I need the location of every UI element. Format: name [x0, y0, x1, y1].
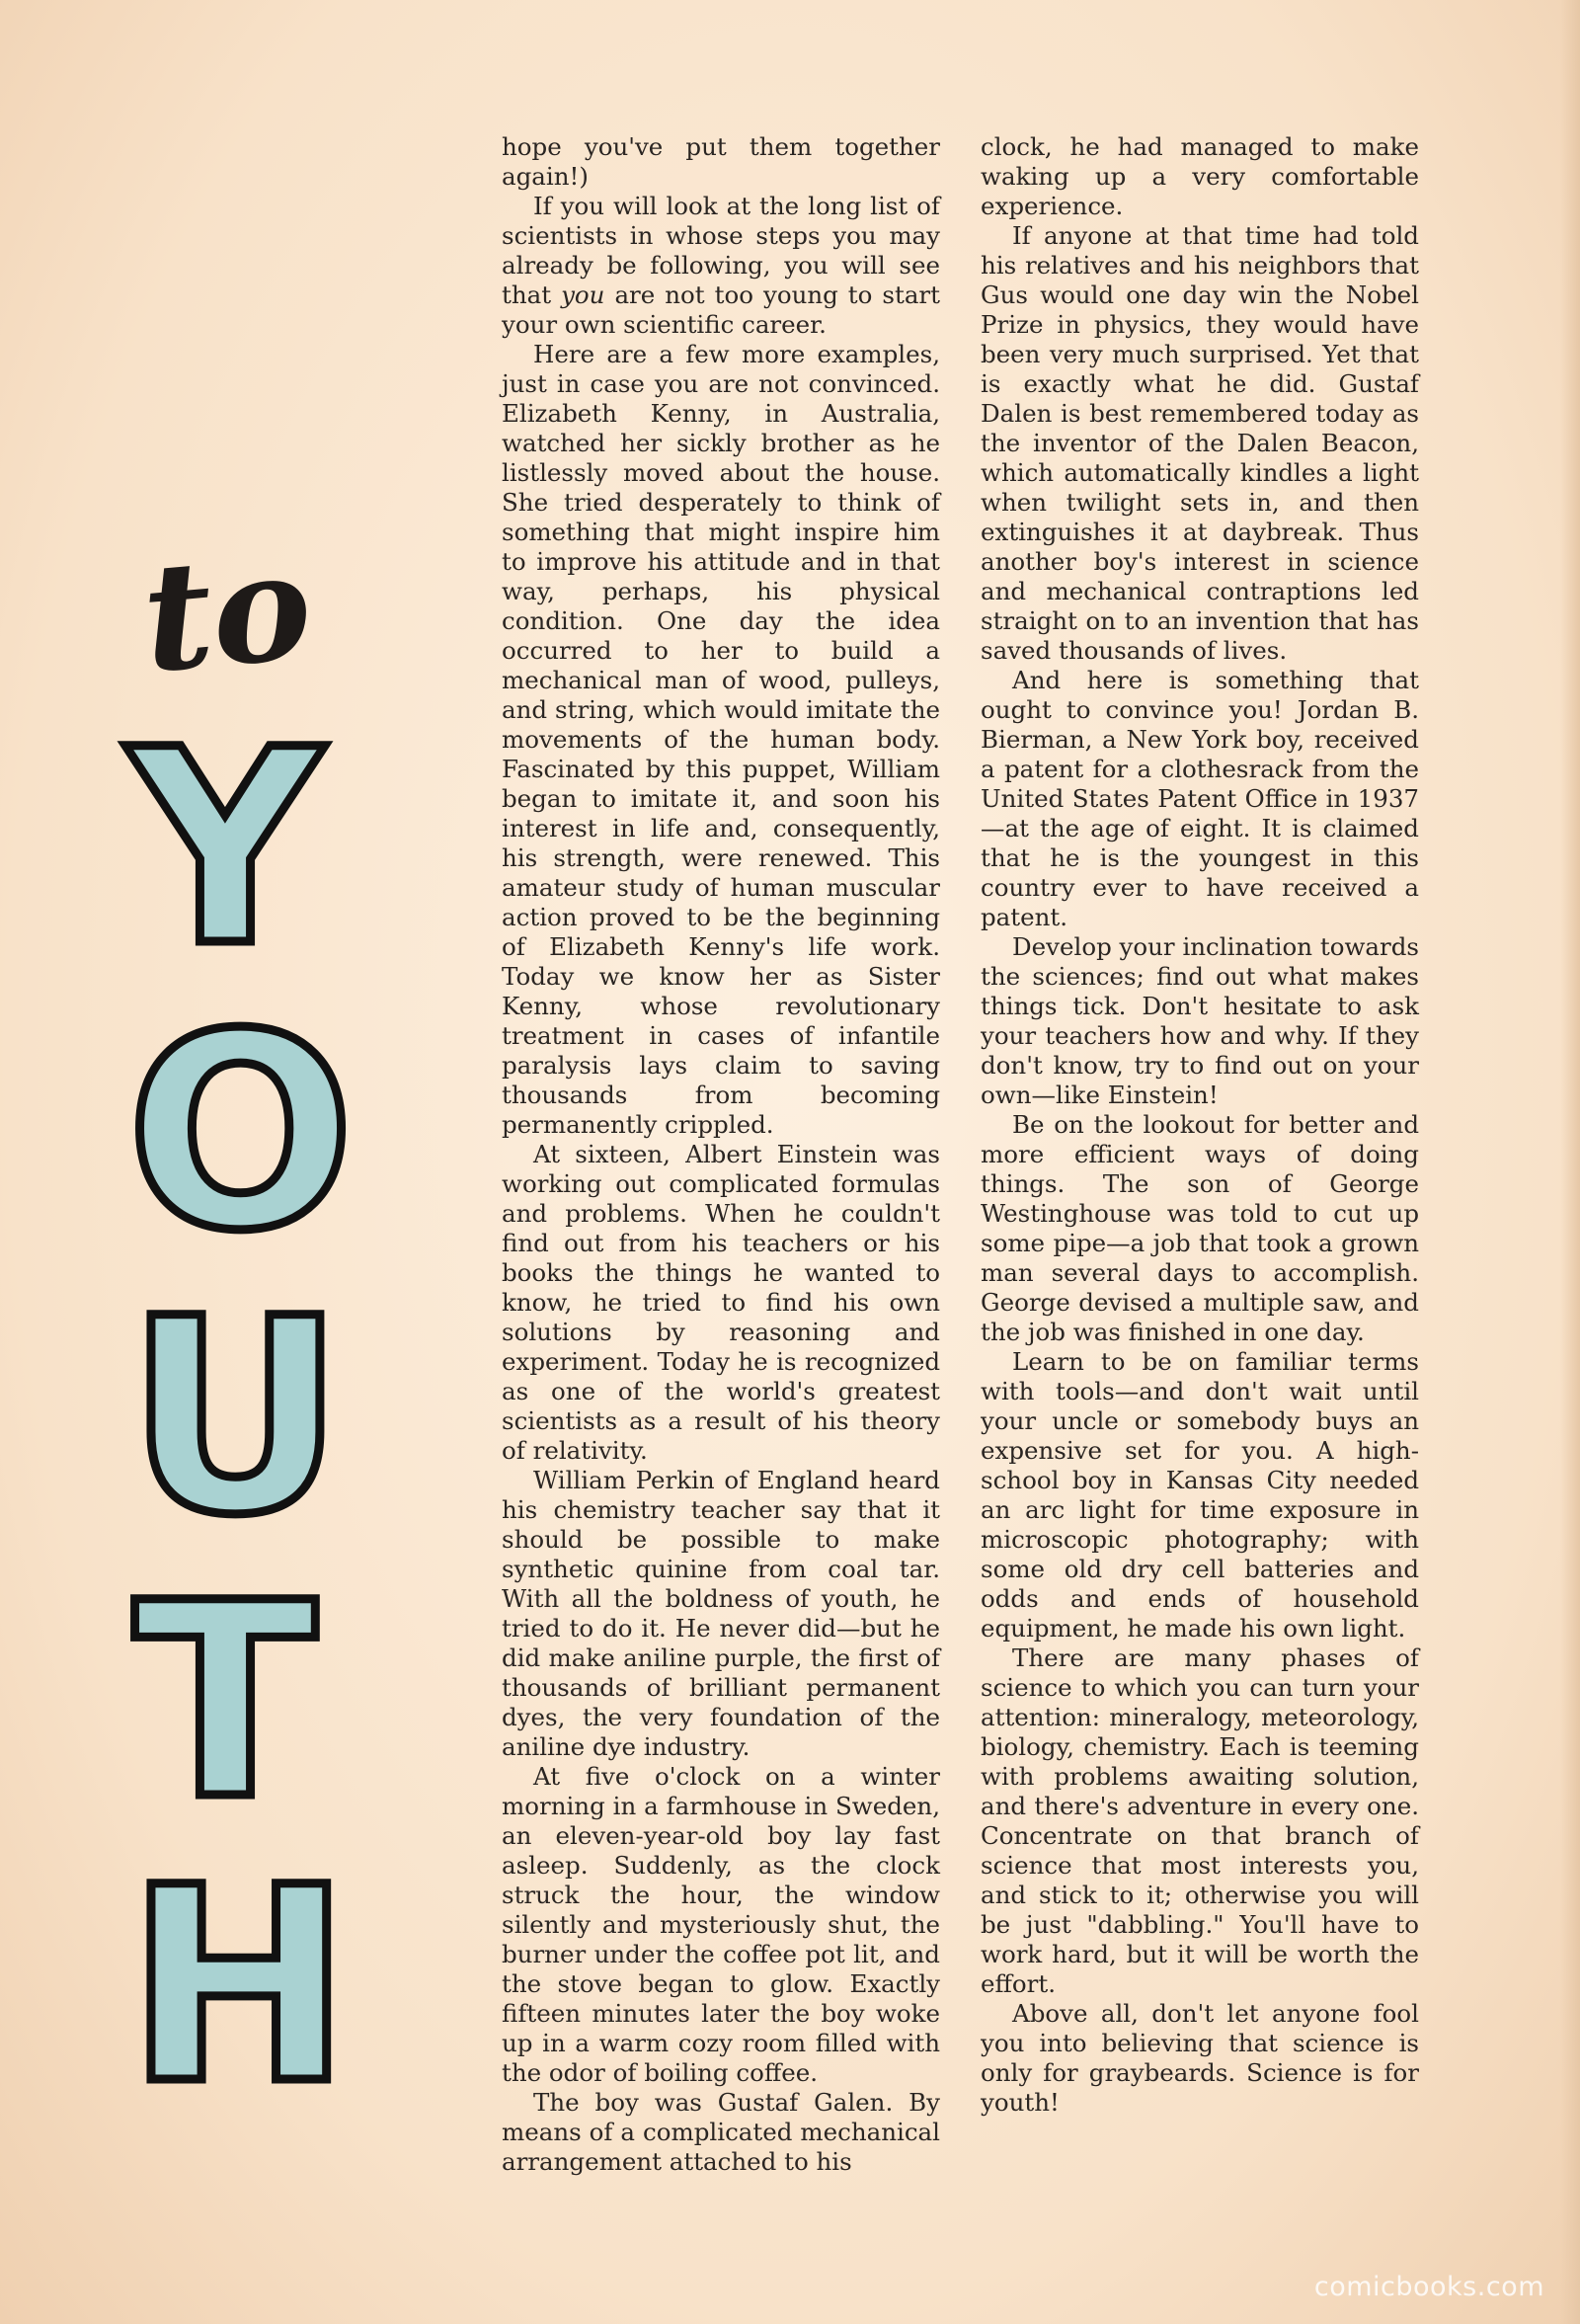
paragraph: clock, he had managed to make waking up a very comfortable experience.	[981, 132, 1419, 220]
paragraph: William Perkin of England heard his chemistry teacher say that it should be possible to make synthetic quinine from coal tar. With all the boldness of youth, he tried to do it. He never did—but he did make aniline purple, the first of thousands of brilliant permanent dyes, the very foundation of the aniline dye industry.	[502, 1466, 940, 1761]
paragraph-text: are not too young to start your own scientific career.	[502, 280, 940, 339]
paragraph: If anyone at that time had told his relatives and his neighbors that Gus would one day win the Nobel Prize in physics, they would have been very much surprised. Yet that is exactly what he did. Gustaf Dalen is best remembered today as the inventor of the Dalen Beacon, which automatically kindles a light when twilight sets in, and then extinguishes it at daybreak. Thus another boy's interest in science and mechanical contraptions led straight on to an invention that has saved thousands of lives.	[981, 221, 1419, 665]
title-letter-o: O	[126, 978, 356, 1290]
paragraph: Learn to be on familiar terms with tools—and don't wait until your uncle or somebody buys an expensive set for you. A high-school boy in Kansas City needed an arc light for time exposure in microscopic photography; with some old dry cell batteries and odds and ends of household equipment, he made his own light.	[981, 1347, 1419, 1643]
title-letter-y: Y	[127, 693, 323, 1005]
paragraph: And here is something that ought to convince you! Jordan B. Bierman, a New York boy, received a patent for a clothesrack from the United States Patent Office in 1937—at the age of eight. It is claimed that he is the youngest in this country ever to have received a patent.	[981, 666, 1419, 931]
text-column-right	[981, 132, 1419, 2118]
paragraph: At sixteen, Albert Einstein was working out complicated formulas and problems. When he couldn't find out from his teachers or his books the things he wanted to know, he tried to find his own solutions by reasoning and experiment. Today he is recognized as one of the world's greatest scientists as a result of his theory of relativity.	[502, 1140, 940, 1465]
paragraph: There are many phases of science to which you can turn your attention: mineralogy, meteorology, biology, chemistry. Each is teeming with problems awaiting solution, and there's adventure in every one. Concentrate on that branch of science that most interests you, and stick to it; otherwise you will be just "dabbling." You'll have to work hard, but it will be worth the effort.	[981, 1643, 1419, 1998]
paragraph: Be on the lookout for better and more efficient ways of doing things. The son of George Westinghouse was told to cut up some pipe—a job that took a grown man several days to accomplish. George devised a multiple saw, and the job was finished in one day.	[981, 1110, 1419, 1346]
paragraph: The boy was Gustaf Galen. By means of a complicated mechanical arrangement attached to his	[502, 2088, 940, 2176]
text-column-left	[502, 132, 940, 2177]
paragraph-text: If you will look at the long list of scientists in whose steps you may already be following, you will see that	[502, 192, 940, 309]
paragraph: At five o'clock on a winter morning in a farmhouse in Sweden, an eleven-year-old boy lay fast asleep. Suddenly, as the clock struck the hour, the window silently and mysteriously shut, the burner under the coffee pot lit, and the stove began to glow. Exactly fifteen minutes later the boy woke up in a warm cozy room filled with the odor of boiling coffee.	[502, 1762, 940, 2087]
paragraph	[502, 192, 940, 340]
paragraph: Develop your inclination towards the sciences; find out what makes things tick. Don't hesitate to ask your teachers how and why. If they don't know, try to find out on your own—like Einstein!	[981, 932, 1419, 1109]
title-letter-h: H	[126, 1831, 352, 2143]
page-edge-shadow	[1560, 0, 1580, 2324]
paragraph: Above all, don't let anyone fool you into believing that science is only for graybeards. Science is for youth!	[981, 1999, 1419, 2117]
title-letter-u: U	[126, 1262, 345, 1574]
paragraph: Here are a few more examples, just in case you are not convinced. Elizabeth Kenny, in Australia, watched her sickly brother as he listlessly moved about the house. She tried desperately to think of something that might inspire him to improve his attitude and in that way, perhaps, his physical condition. One day the idea occurred to her to build a mechanical man of wood, pulleys, and string, which would imitate the movements of the human body. Fascinated by this puppet, William began to imitate it, and soon his interest in life and, consequently, his strength, were renewed. This amateur study of human muscular action proved to be the beginning of Elizabeth Kenny's life work. Today we know her as Sister Kenny, whose revolutionary treatment in cases of infantile paralysis lays claim to saving thousands from becoming permanently crippled.	[502, 340, 940, 1139]
title-word-youth	[126, 693, 356, 2143]
paragraph: hope you've put them together again!)	[502, 132, 940, 191]
title-word-to: to	[135, 518, 319, 707]
title-letter-t: T	[133, 1547, 317, 1859]
emphasis-you: you	[561, 280, 605, 309]
watermark-text: comicbooks.com	[1313, 2272, 1544, 2302]
